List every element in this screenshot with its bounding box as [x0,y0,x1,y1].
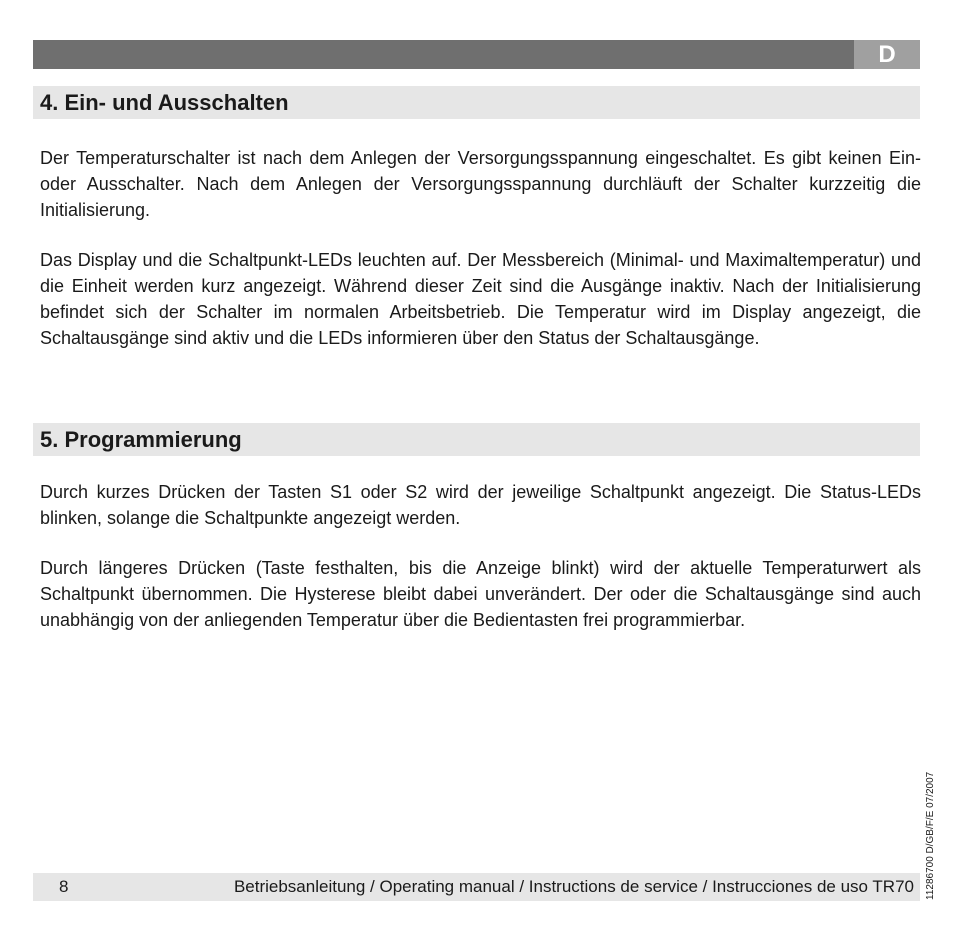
top-bar [33,40,920,69]
page-number: 8 [59,877,69,896]
section-4-paragraph-1: Der Temperaturschalter ist nach dem Anlegen der Versorgungsspannung eingeschaltet. Es gibt keinen Ein- oder Ausschalter. Nach dem Anlegen der Versorgungsspannung durchläuft der Schalter kurzzeitig die Initialisierung. [40,148,921,220]
section-4-paragraph-2: Das Display und die Schaltpunkt-LEDs leuchten auf. Der Messbereich (Minimal- und Maximaltemperatur) und die Einheit werden kurz angezeigt. Während dieser Zeit sind die Ausgänge inaktiv. Nach der Initialisierung befindet sich der Schalter im normalen Arbeitsbetrieb. Die Temperatur wird im Display angezeigt, die Schaltausgänge sind aktiv und die LEDs informieren über den Status der Schaltausgänge. [40,250,921,348]
document-code: 11286700 D/GB/F/E 07/2007 [925,771,936,900]
section-5-header [33,423,920,456]
language-tab: D [854,40,920,69]
footer-bar [33,873,920,901]
section-4-heading: 4. Ein- und Ausschalten [40,90,289,115]
section-5-paragraph-2: Durch längeres Drücken (Taste festhalten, bis die Anzeige blinkt) wird der aktuelle Temperaturwert als Schaltpunkt übernommen. Die Hysterese bleibt dabei unverändert. Der oder die Schaltausgänge sind auch unabhängig von der anliegenden Temperatur über die Bedientasten frei programmierbar. [40,558,921,630]
section-5-heading: 5. Programmierung [40,427,242,452]
section-4-header [33,86,920,119]
section-5-paragraph-1: Durch kurzes Drücken der Tasten S1 oder S2 wird der jeweilige Schaltpunkt angezeigt. Die Status-LEDs blinken, solange die Schaltpunkte angezeigt werden. [40,482,921,528]
footer-title: Betriebsanleitung / Operating manual / Instructions de service / Instrucciones de uso TR70 [233,877,914,896]
